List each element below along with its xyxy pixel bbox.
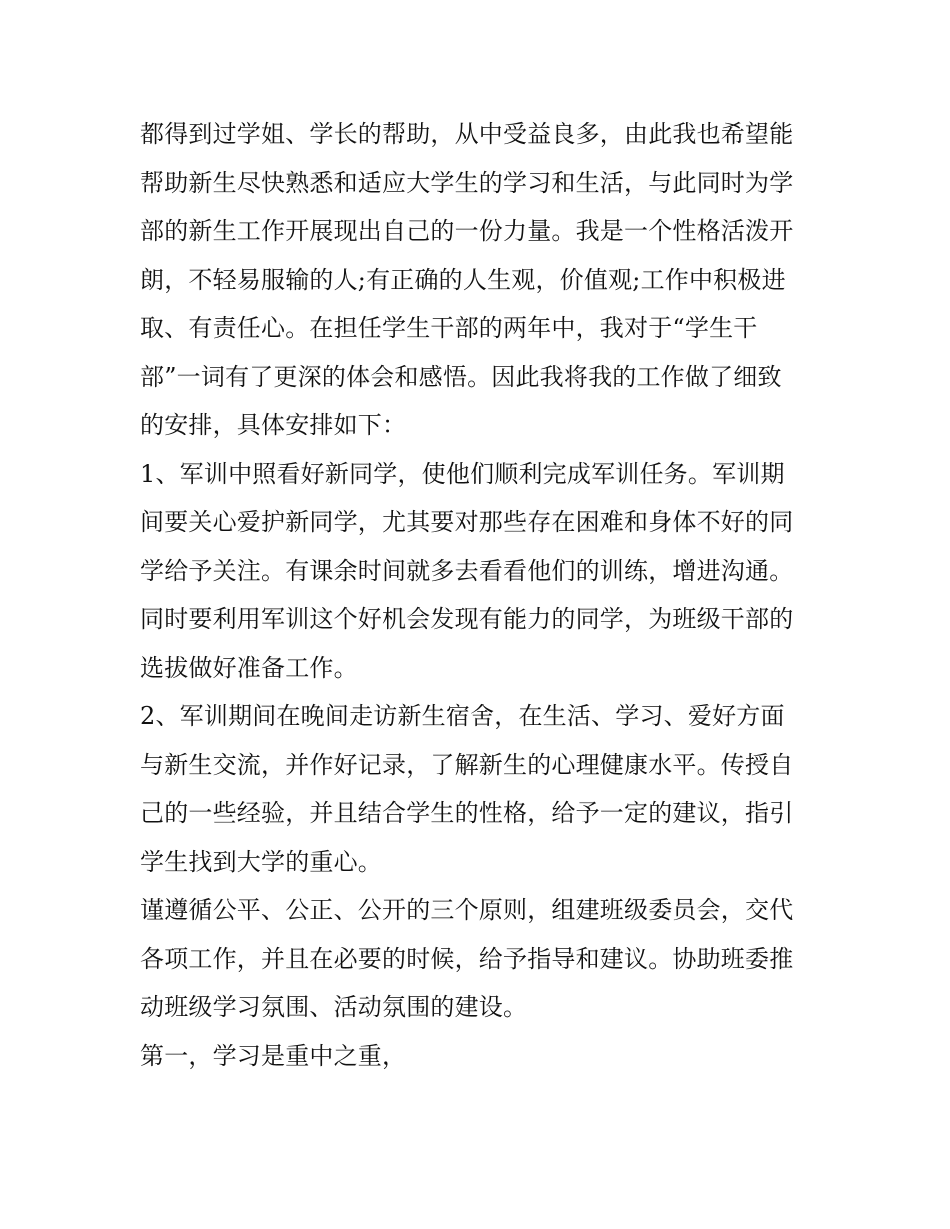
- text-line: 己的一些经验，并且结合学生的性格，给予一定的建议，指引: [140, 799, 794, 827]
- text-line: 谨遵循公平、公正、公开的三个原则，组建班级委员会，交代: [140, 896, 794, 924]
- text-line: 各项工作，并且在必要的时候，给予指导和建议。协助班委推: [140, 944, 794, 973]
- text-line: 部”一词有了更深的体会和感悟。因此我将我的工作做了细致: [140, 362, 782, 391]
- text-line: 选拔做好准备工作。: [140, 653, 358, 682]
- text-line: 与新生交流，并作好记录，了解新生的心理健康水平。传授自: [140, 750, 794, 779]
- text-line: 的安排，具体安排如下：: [140, 411, 407, 439]
- text-line: 同时要利用军训这个好机会发现有能力的同学，为班级干部的: [140, 605, 794, 633]
- list-item-1-line: 1、军训中照看好新同学，使他们顺利完成军训任务。军训期: [140, 459, 785, 488]
- text-line: 部的新生工作开展现出自己的一份力量。我是一个性格活泼开: [140, 217, 794, 245]
- text-line: 都得到过学姐、学长的帮助，从中受益良多，由此我也希望能: [140, 120, 794, 148]
- text-line: 间要关心爱护新同学，尤其要对那些存在困难和身体不好的同: [140, 508, 794, 536]
- document-body: [140, 110, 812, 1080]
- list-item-2-line: 2、军训期间在晚间走访新生宿舍，在生活、学习、爱好方面: [140, 702, 785, 730]
- text-line: 帮助新生尽快熟悉和适应大学生的学习和生活，与此同时为学: [140, 168, 794, 197]
- text-line: 朗，不轻易服输的人;有正确的人生观，价值观;工作中积极进: [140, 265, 786, 294]
- text-line: 学给予关注。有课余时间就多去看看他们的训练，增进沟通。: [140, 556, 794, 585]
- section-heading-line: 第一，学习是重中之重，: [140, 1041, 407, 1070]
- text-line: 学生找到大学的重心。: [140, 847, 382, 876]
- text-line: 取、有责任心。在担任学生干部的两年中，我对于“学生干: [140, 314, 758, 342]
- text-line: 动班级学习氛围、活动氛围的建设。: [140, 993, 528, 1021]
